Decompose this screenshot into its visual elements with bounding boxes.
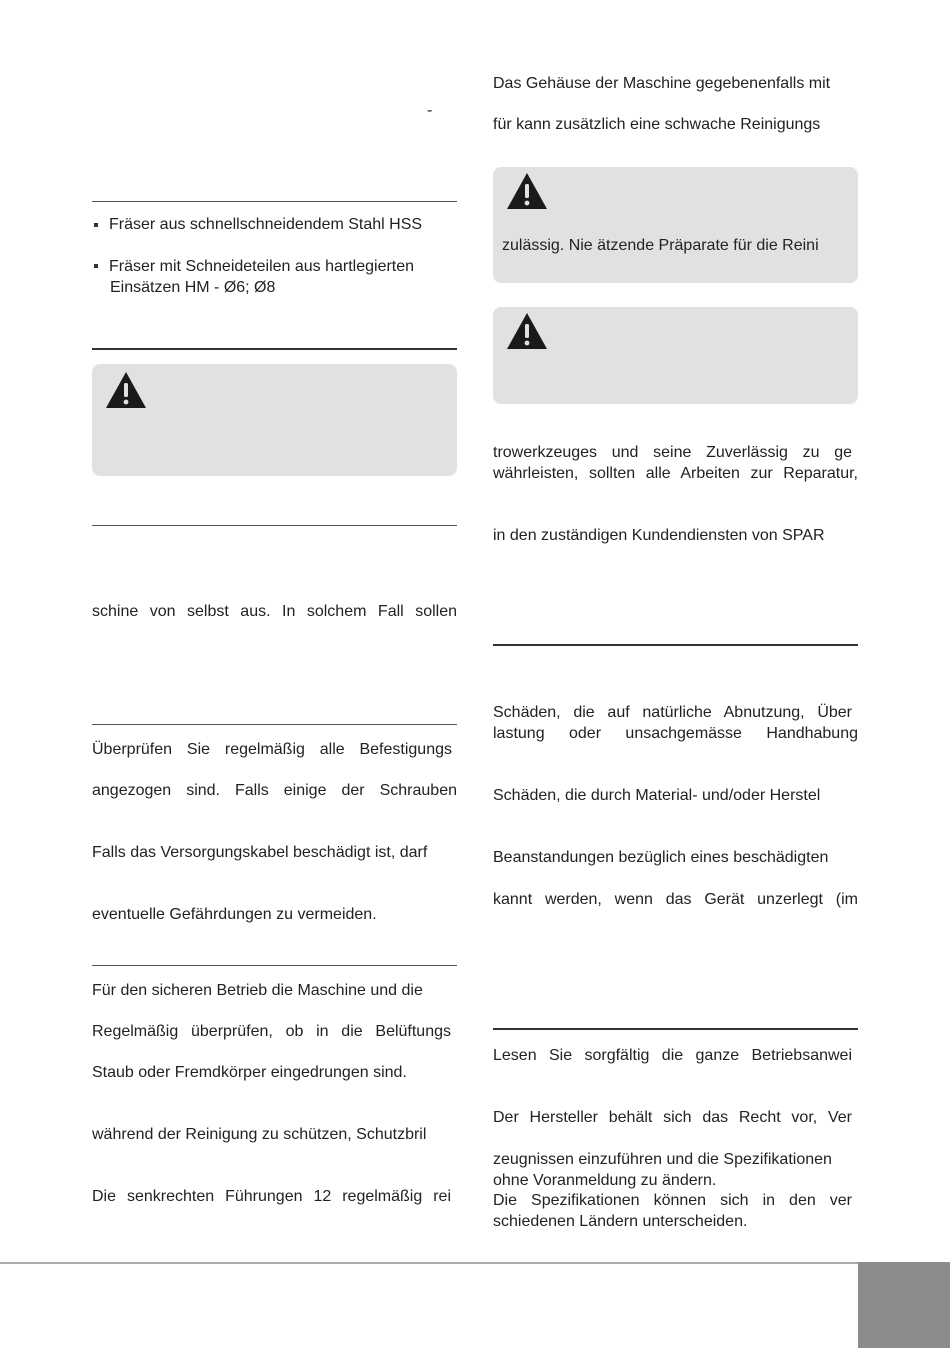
paragraph-line: angezogen sind. Falls einige der Schrauben	[92, 782, 457, 799]
paragraph-line: Schäden, die auf natürliche Abnutzung, Über	[493, 704, 852, 721]
paragraph-line: Für den sicheren Betrieb die Maschine und die	[92, 982, 423, 999]
footer-rule	[0, 1262, 858, 1264]
warning-icon	[505, 171, 549, 211]
section-divider-thick	[493, 644, 858, 646]
bullet-item-hm: Fräser mit Schneideteilen aus hartlegierten	[109, 258, 415, 275]
warning-box	[92, 364, 457, 476]
paragraph-line: schine von selbst aus. In solchem Fall sollen	[92, 603, 457, 620]
paragraph-line: lastung oder unsachgemässe Handhabung	[493, 725, 858, 742]
section-divider	[92, 201, 457, 202]
dash-mark: -	[427, 102, 433, 119]
paragraph-line: in den zuständigen Kundendiensten von SPAR	[493, 527, 825, 544]
paragraph-line: Regelmäßig überprüfen, ob in die Belüftungs	[92, 1023, 451, 1040]
paragraph-line: während der Reinigung zu schützen, Schutzbril	[92, 1126, 427, 1143]
warning-box	[493, 167, 858, 283]
bullet-item-hss: Fräser aus schnellschneidendem Stahl HSS	[109, 216, 423, 233]
bullet-marker	[94, 264, 98, 268]
section-divider	[92, 724, 457, 725]
section-divider-thick	[493, 1028, 858, 1030]
warning-icon	[104, 370, 148, 410]
paragraph-line: kannt werden, wenn das Gerät unzerlegt (im	[493, 891, 858, 908]
paragraph-line: währleisten, sollten alle Arbeiten zur Reparatur,	[493, 465, 858, 482]
paragraph-line: Die Spezifikationen können sich in den ver	[493, 1192, 852, 1209]
section-divider	[92, 965, 457, 966]
warning-icon	[505, 311, 549, 351]
paragraph-line: Lesen Sie sorgfältig die ganze Betriebsanwei	[493, 1047, 852, 1064]
paragraph-line: Falls das Versorgungskabel beschädigt ist, darf	[92, 844, 428, 861]
paragraph-line: Staub oder Fremdkörper eingedrungen sind.	[92, 1064, 407, 1081]
bullet-marker	[94, 223, 98, 227]
paragraph-line: zeugnissen einzuführen und die Spezifikationen	[493, 1151, 832, 1168]
paragraph-line: trowerkzeuges und seine Zuverlässig zu ge	[493, 444, 852, 461]
warning-text: zulässig. Nie ätzende Präparate für die Reini	[502, 237, 819, 254]
bullet-item-hm-cont: Einsätzen HM - Ø6; Ø8	[110, 279, 276, 296]
paragraph-line: schiedenen Ländern unterscheiden.	[493, 1213, 748, 1230]
warning-box	[493, 307, 858, 404]
section-divider-thick	[92, 348, 457, 350]
section-divider	[92, 525, 457, 526]
paragraph-line: Beanstandungen bezüglich eines beschädigten	[493, 849, 829, 866]
paragraph-line: für kann zusätzlich eine schwache Reinigungs	[493, 116, 821, 133]
paragraph-line: eventuelle Gefährdungen zu vermeiden.	[92, 906, 377, 923]
paragraph-line: Schäden, die durch Material- und/oder Herstel	[493, 787, 821, 804]
paragraph-line: Der Hersteller behält sich das Recht vor, Ver	[493, 1109, 852, 1126]
paragraph-line: Das Gehäuse der Maschine gegebenenfalls mit	[493, 75, 831, 92]
paragraph-line: Überprüfen Sie regelmäßig alle Befestigungs	[92, 741, 452, 758]
page-tab	[858, 1262, 950, 1348]
paragraph-line: ohne Voranmeldung zu ändern.	[493, 1172, 717, 1189]
paragraph-line: Die senkrechten Führungen 12 regelmäßig rei	[92, 1188, 451, 1205]
